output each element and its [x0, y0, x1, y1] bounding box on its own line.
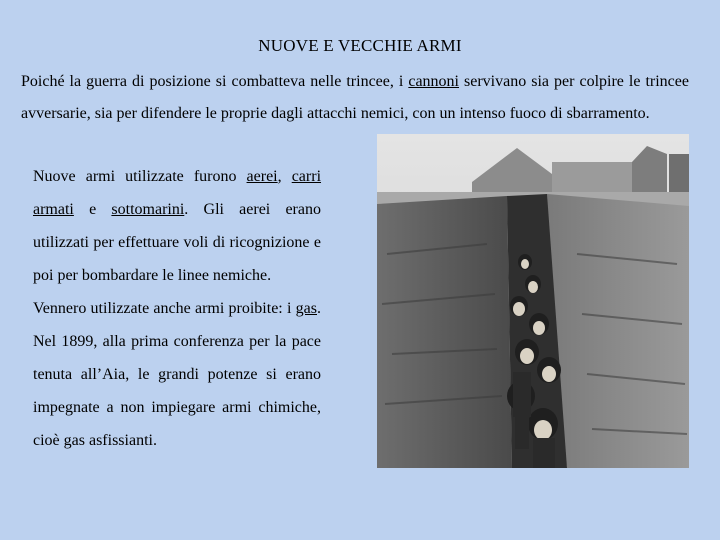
gas-text-post: . Nel 1899, alla prima conferenza per la pace tenuta all’Aia, le grandi potenze si erano impegnate a non impiegare armi chimiche, cioè gas asfissianti. — [33, 300, 321, 449]
text-column — [33, 160, 321, 457]
link-sottomarini[interactable]: sottomarini — [111, 201, 185, 218]
link-cannoni[interactable]: cannoni — [408, 73, 459, 90]
gas-paragraph — [33, 292, 321, 457]
trench-photo-illustration — [377, 134, 689, 468]
trench-left-wall — [377, 196, 512, 468]
intro-text-post: servivano sia per colpire le trincee avversarie, sia per difendere le proprie dagli attacchi nemici, con un intenso fuoco di sbarramento. — [21, 73, 689, 122]
arms-paragraph — [33, 160, 321, 292]
arms-text-pre: Nuove armi utilizzate furono — [33, 168, 247, 185]
link-gas[interactable]: gas — [295, 300, 317, 317]
gas-text-pre: Vennero utilizzate anche armi proibite: i — [33, 300, 296, 317]
trench-right-wall — [547, 194, 689, 468]
arms-text-post: . Gli aerei erano utilizzati per effettuare voli di ricognizione e poi per bombardare le linee nemiche. — [33, 201, 321, 284]
arms-sep-1: , — [277, 168, 292, 185]
link-aerei[interactable]: aerei — [246, 168, 278, 185]
intro-text-pre: Poiché la guerra di posizione si combatteva nelle trincee, i — [21, 73, 409, 90]
slide-title: NUOVE E VECCHIE ARMI — [258, 36, 462, 55]
arms-sep-2: e — [73, 201, 112, 218]
link-carri-armati[interactable]: carri armati — [33, 168, 322, 218]
intro-paragraph — [21, 66, 689, 130]
trench-photo — [377, 134, 689, 468]
